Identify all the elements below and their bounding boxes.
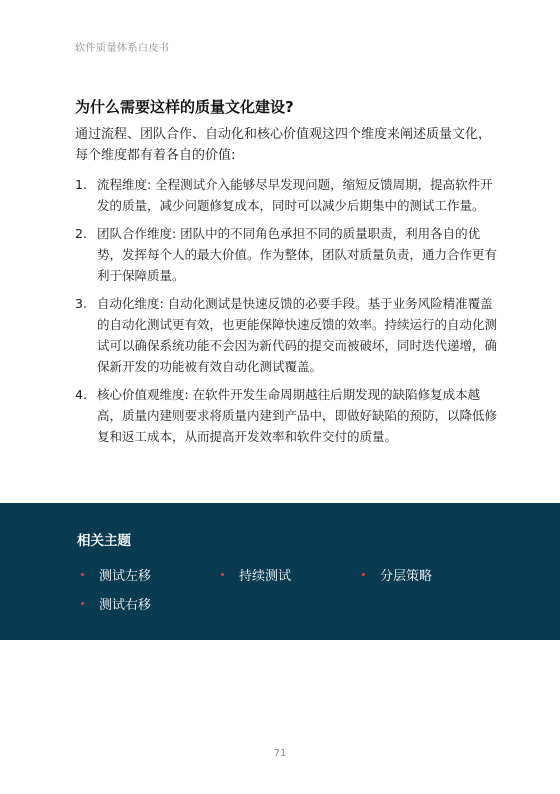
related-topic-link[interactable] <box>221 565 291 584</box>
running-header: 软件质量体系白皮书 <box>75 43 170 54</box>
section-title: 为什么需要这样的质量文化建设? <box>75 98 294 116</box>
list-item-text: 自动化维度: 自动化测试是快速反馈的必要手段。基于业务风险精准覆盖的自动化测试更有效，也更能保障快速反馈的效率。持续运行的自动化测试可以确保系统功能不会因为新代码的提交而被破坏，同时迭代递增，确保新开发的功能被有效自动化测试覆盖。 <box>97 296 498 374</box>
list-item-text: 团队合作维度: 团队中的不同角色承担不同的质量职责，利用各自的优势，发挥每个人的最大价值。作为整体，团队对质量负责，通力合作更有利于保障质量。 <box>97 226 498 283</box>
related-topic-label: 测试左移 <box>99 569 152 584</box>
page-number: 71 <box>273 748 287 759</box>
list-item-number: 4. <box>75 387 87 402</box>
bullet-icon <box>81 602 84 605</box>
list-item-number: 3. <box>75 296 87 311</box>
bullet-icon <box>81 573 84 576</box>
list-item-number: 2. <box>75 226 87 241</box>
list-item-text: 核心价值观维度: 在软件开发生命周期越往后期发现的缺陷修复成本越高，质量内建则要求将质量内建到产品中，即做好缺陷的预防，以降低修复和返工成本，从而提高开发效率和软件交付的质量。 <box>97 387 498 444</box>
related-topics-panel <box>0 503 560 640</box>
related-topic-label: 持续测试 <box>239 569 292 584</box>
list-item-number: 1. <box>75 177 87 192</box>
list-item-text: 流程维度: 全程测试介入能够尽早发现问题，缩短反馈周期，提高软件开发的质量，减少问题修复成本，同时可以减少后期集中的测试工作量。 <box>97 177 493 213</box>
related-topic-link[interactable] <box>362 565 432 584</box>
related-topic-label: 分层策略 <box>380 569 433 584</box>
related-topic-label: 测试右移 <box>99 598 152 613</box>
bullet-icon <box>221 573 224 576</box>
bullet-icon <box>362 573 365 576</box>
dimension-list <box>75 174 500 454</box>
list-item <box>75 293 500 377</box>
intro-paragraph: 通过流程、团队合作、自动化和核心价值观这四个维度来阐述质量文化，每个维度都有着各自的价值: <box>75 127 492 163</box>
list-item <box>75 384 500 447</box>
related-topic-link[interactable] <box>81 594 151 613</box>
list-item <box>75 223 500 286</box>
related-topics-title: 相关主题 <box>77 533 131 549</box>
related-topic-link[interactable] <box>81 565 151 584</box>
list-item <box>75 174 500 216</box>
